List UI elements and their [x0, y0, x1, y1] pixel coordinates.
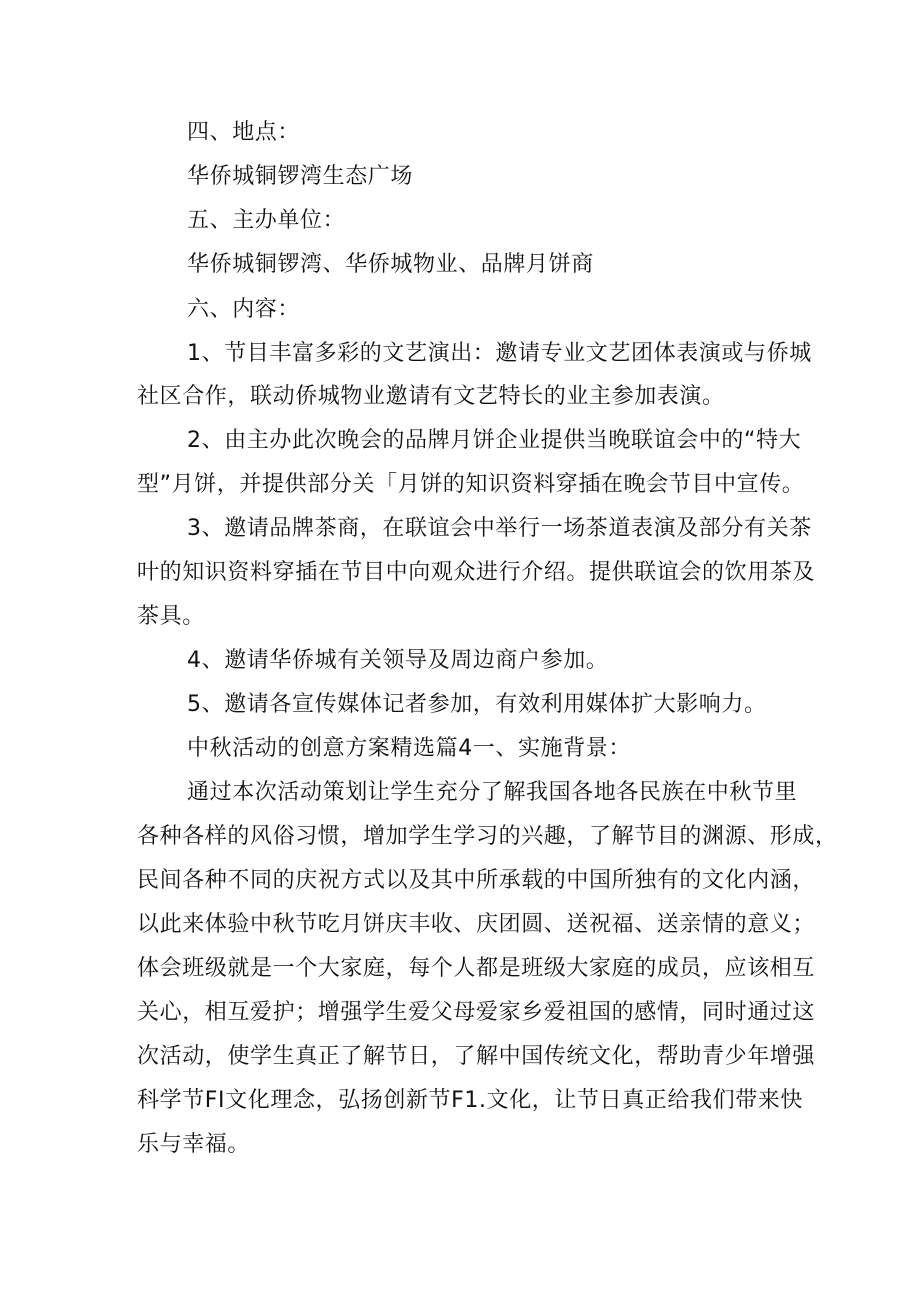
background-paragraph-line-2: 各种各样的风俗习惯，增加学生学习的兴趣，了解节目的渊源、形成， [137, 824, 838, 849]
content-item-1-line-1: 1、节目丰富多彩的文艺演出：邀请专业文艺团体表演或与侨城 [187, 341, 812, 366]
content-item-1-line-2: 社区合作，联动侨城物业邀请有文艺特长的业主参加表演。 [137, 384, 725, 409]
background-paragraph-line-9: 乐与幸福。 [137, 1132, 251, 1157]
background-paragraph-line-5: 体会班级就是一个大家庭，每个人都是班级大家庭的成员，应该相互 [137, 956, 816, 981]
heading-content: 六、内容： [187, 297, 301, 322]
background-paragraph-line-6: 关心，相互爱护；增强学生爱父母爱家乡爱祖国的感情，同时通过这 [137, 1000, 816, 1025]
content-item-3-line-1: 3、邀请品牌茶商，在联谊会中举行一场茶道表演及部分有关茶 [187, 516, 812, 541]
organizer-text: 华侨城铜锣湾、华侨城物业、品牌月饼商 [187, 252, 594, 277]
content-item-3-line-3: 茶具。 [137, 604, 205, 629]
location-text: 华侨城铜锣湾生态广场 [187, 164, 414, 189]
content-item-5: 5、邀请各宣传媒体记者参加，有效利用媒体扩大影响力。 [187, 692, 767, 717]
background-paragraph-line-1: 通过本次活动策划让学生充分了解我国各地各民族在中秋节里 [187, 780, 798, 805]
content-item-2-line-2: 型”月饼，并提供部分关「月饼的知识资料穿插在晚会节目中宣传。 [137, 472, 805, 497]
content-item-2-line-1: 2、由主办此次晚会的品牌月饼企业提供当晚联谊会中的“特大 [187, 428, 802, 453]
section-title-plan-4: 中秋活动的创意方案精选篇4一、实施背景： [187, 736, 631, 761]
content-item-3-line-2: 叶的知识资料穿插在节目中向观众进行介绍。提供联谊会的饮用茶及 [137, 560, 816, 585]
background-paragraph-line-7: 次活动，使学生真正了解节日，了解中国传统文化，帮助青少年增强 [137, 1044, 816, 1069]
heading-location: 四、地点： [187, 120, 301, 145]
background-paragraph-line-4: 以此来体验中秋节吃月饼庆丰收、庆团圆、送祝福、送亲情的意义； [137, 912, 816, 937]
content-item-4: 4、邀请华侨城有关领导及周边商户参加。 [187, 648, 609, 673]
background-paragraph-line-8: 科学节FI文化理念，弘扬创新节F1.文化，让节日真正给我们带来快 [137, 1088, 803, 1113]
heading-organizer: 五、主办单位： [187, 208, 346, 233]
background-paragraph-line-3: 民间各种不同的庆祝方式以及其中所承载的中国所独有的文化内涵， [137, 868, 816, 893]
